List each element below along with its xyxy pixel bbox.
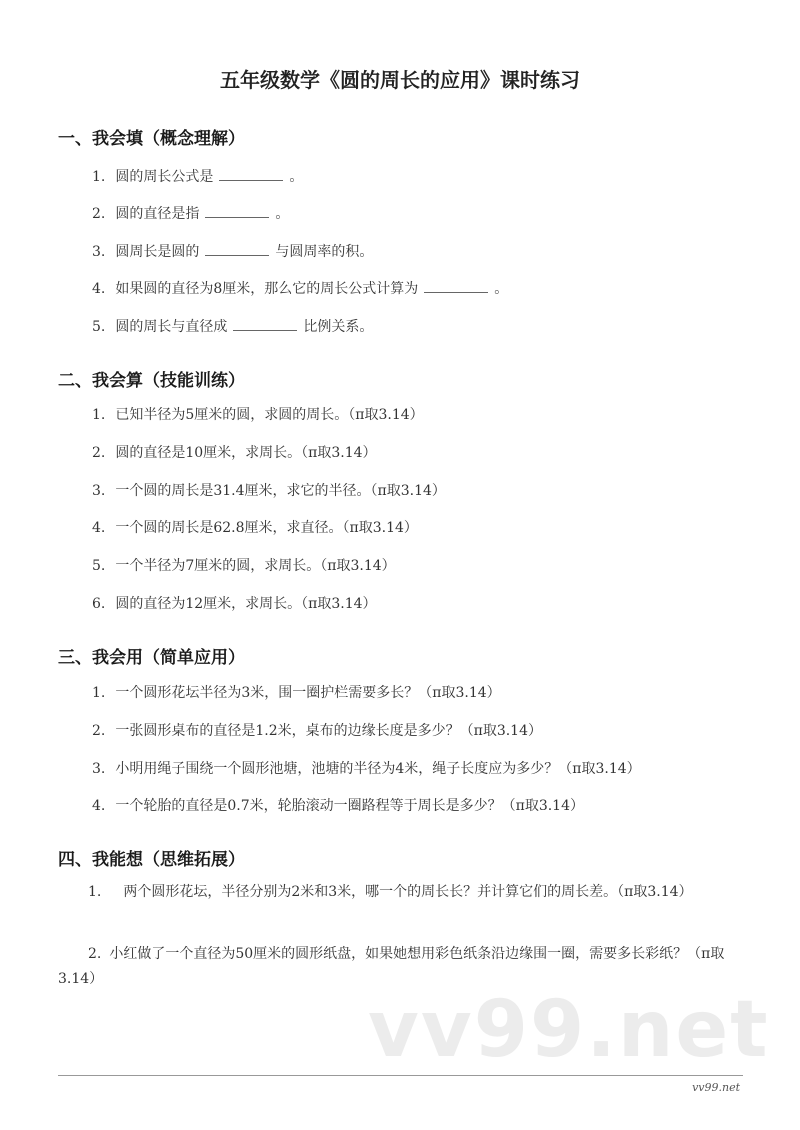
page-title: 五年级数学《圆的周长的应用》课时练习 [220, 68, 580, 92]
question-text: 小明用绳子围绕一个圆形池塘，池塘的半径为4米，绳子长度应为多少？（π取3.14） [115, 761, 641, 777]
question-number: 3. [92, 761, 106, 777]
answer-blank [424, 280, 488, 293]
question-number: 2. [88, 946, 102, 962]
answer-blank [205, 205, 269, 218]
question-number: 3. [92, 244, 106, 260]
question-text: 一个圆形花坛半径为3米，围一圈护栏需要多长？（π取3.14） [115, 685, 501, 701]
question-number: 3. [92, 483, 106, 499]
calc-question [92, 442, 377, 462]
application-question [92, 682, 501, 702]
section-heading: 一、我会填（概念理解） [58, 129, 245, 149]
application-question [92, 720, 542, 740]
section-heading: 二、我会算（技能训练） [58, 371, 245, 391]
question-text: 圆周长是圆的 [115, 244, 200, 260]
fill-question [92, 316, 373, 336]
question-text: 。 [494, 281, 509, 297]
question-text: 圆的直径是10厘米，求周长。（π取3.14） [115, 445, 377, 461]
application-question [92, 758, 641, 778]
question-text: 。 [289, 169, 304, 185]
fill-question [92, 166, 303, 186]
question-text: 一个轮胎的直径是0.7米，轮胎滚动一圈路程等于周长是多少？（π取3.14） [115, 798, 584, 814]
question-text: 。 [275, 206, 290, 222]
footer-site: vv99.net [692, 1081, 740, 1094]
question-text: 圆的直径是指 [115, 206, 200, 222]
question-number: 1. [92, 685, 106, 701]
fill-question [92, 278, 508, 298]
question-number: 6. [92, 596, 106, 612]
question-text: 比例关系。 [303, 319, 374, 335]
question-number: 5. [92, 319, 106, 335]
fill-question [92, 241, 373, 261]
question-text: 一张圆形桌布的直径是1.2米，桌布的边缘长度是多少？（π取3.14） [115, 723, 542, 739]
calc-question [92, 517, 418, 537]
question-number: 5. [92, 558, 106, 574]
question-number: 4. [92, 798, 106, 814]
question-text: 一个圆的周长是62.8厘米，求直径。（π取3.14） [115, 520, 418, 536]
question-text: 圆的周长公式是 [115, 169, 214, 185]
calc-question [92, 480, 446, 500]
question-number: 1. [92, 169, 106, 185]
fill-question [92, 203, 289, 223]
question-text: 一个半径为7厘米的圆，求周长。（π取3.14） [115, 558, 396, 574]
calc-question [92, 404, 424, 424]
application-question [92, 795, 584, 815]
question-text: 与圆周率的积。 [275, 244, 374, 260]
question-text: 两个圆形花坛，半径分别为2米和3米，哪一个的周长长？并计算它们的周长差。（π取3.14） [123, 884, 693, 900]
question-text: 如果圆的直径为8厘米，那么它的周长公式计算为 [115, 281, 419, 297]
footer-divider [58, 1075, 743, 1076]
question-number: 2. [92, 445, 106, 461]
answer-blank [205, 243, 269, 256]
question-number: 4. [92, 520, 106, 536]
question-number: 1. [92, 407, 106, 423]
question-text: 小红做了一个直径为50厘米的圆形纸盘，如果她想用彩色纸条沿边缘围一圈，需要多长彩纸？（π取3.14） [58, 946, 725, 987]
question-text: 圆的周长与直径成 [115, 319, 228, 335]
question-number: 2. [92, 723, 106, 739]
calc-question [92, 593, 377, 613]
thinking-question [58, 880, 748, 905]
question-text: 已知半径为5厘米的圆，求圆的周长。（π取3.14） [115, 407, 424, 423]
question-text: 一个圆的周长是31.4厘米，求它的半径。（π取3.14） [115, 483, 446, 499]
answer-blank [219, 168, 283, 181]
question-text: 圆的直径为12厘米，求周长。（π取3.14） [115, 596, 377, 612]
section-heading: 四、我能想（思维拓展） [58, 850, 245, 870]
question-number: 2. [92, 206, 106, 222]
watermark: vv99.net [368, 985, 770, 1075]
section-heading: 三、我会用（简单应用） [58, 648, 245, 668]
question-number: 4. [92, 281, 106, 297]
answer-blank [233, 318, 297, 331]
calc-question [92, 555, 396, 575]
question-number: 1. [88, 884, 102, 900]
